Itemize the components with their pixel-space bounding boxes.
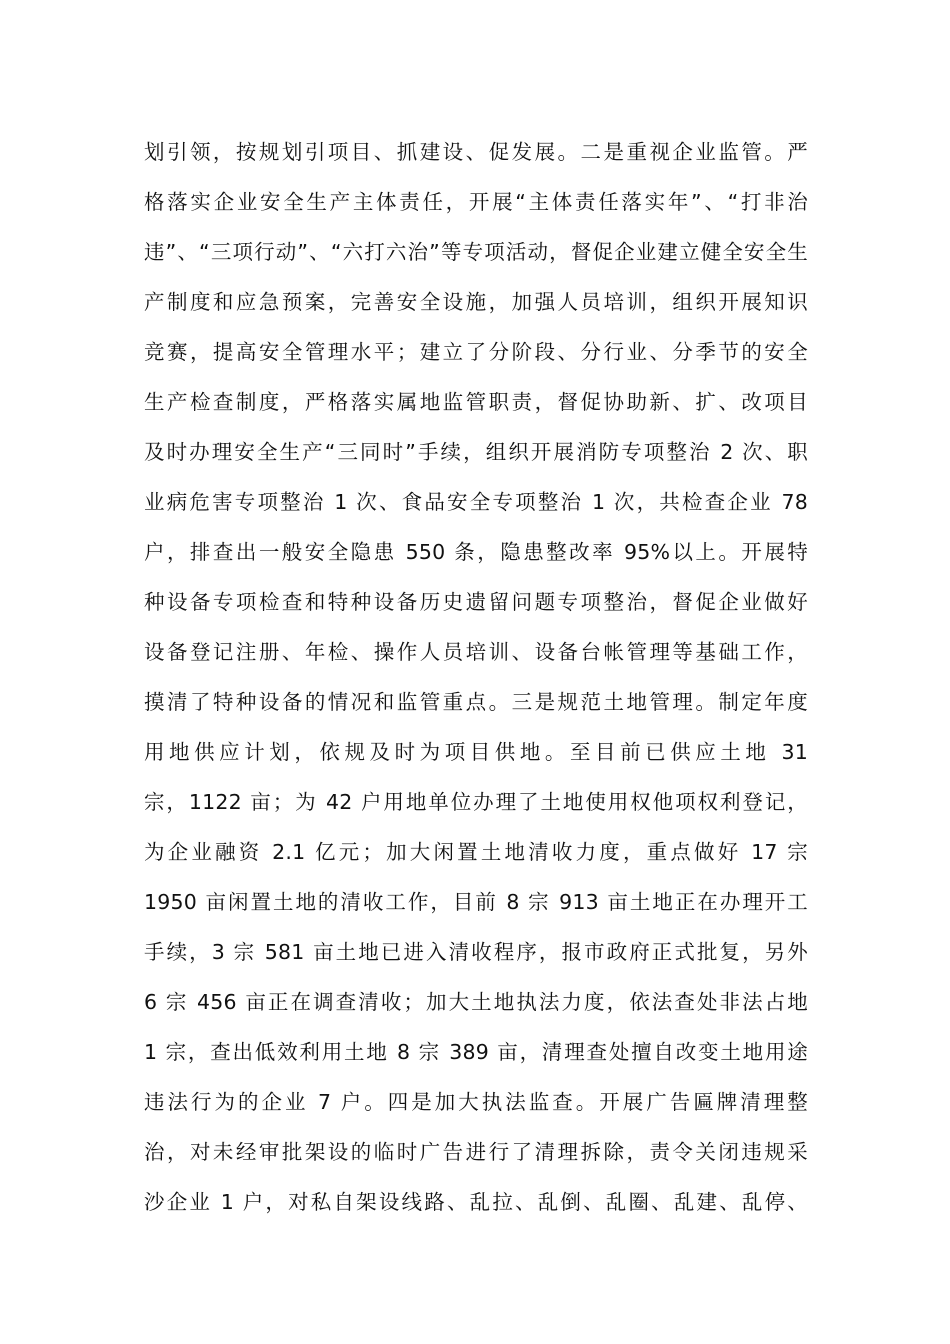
text-line: 格落实企业安全生产主体责任，开展“主体责任落实年”、“打非治 [144,190,808,214]
text-line: 沙企业 1 户，对私自架设线路、乱拉、乱倒、乱圈、乱建、乱停、 [144,1190,808,1214]
text-line: 生产检查制度，严格落实属地监管职责，督促协助新、扩、改项目 [144,390,808,414]
text-line: 种设备专项检查和特种设备历史遗留问题专项整治，督促企业做好 [144,590,808,614]
text-line: 1950 亩闲置土地的清收工作，目前 8 宗 913 亩土地正在办理开工 [144,890,808,914]
text-line: 用地供应计划，依规及时为项目供地。至目前已供应土地 31 [144,740,808,764]
text-line: 违法行为的企业 7 户。四是加大执法监查。开展广告匾牌清理整 [144,1090,808,1114]
text-line: 违”、“三项行动”、“六打六治”等专项活动，督促企业建立健全安全生 [144,240,808,264]
text-line: 为企业融资 2.1 亿元；加大闲置土地清收力度，重点做好 17 宗 [144,840,808,864]
text-line: 6 宗 456 亩正在调查清收；加大土地执法力度，依法查处非法占地 [144,990,808,1014]
text-line: 户，排查出一般安全隐患 550 条，隐患整改率 95%以上。开展特 [144,540,808,564]
text-line: 摸清了特种设备的情况和监管重点。三是规范土地管理。制定年度 [144,690,808,714]
text-line: 业病危害专项整治 1 次、食品安全专项整治 1 次，共检查企业 78 [144,490,808,514]
text-line: 宗，1122 亩；为 42 户用地单位办理了土地使用权他项权利登记， [144,790,808,814]
text-line: 1 宗，查出低效利用土地 8 宗 389 亩，清理查处擅自改变土地用途 [144,1040,808,1064]
body-paragraph [144,127,808,1227]
text-line: 竞赛，提高安全管理水平；建立了分阶段、分行业、分季节的安全 [144,340,808,364]
text-line: 产制度和应急预案，完善安全设施，加强人员培训，组织开展知识 [144,290,808,314]
text-line: 及时办理安全生产“三同时”手续，组织开展消防专项整治 2 次、职 [144,440,808,464]
text-line: 手续，3 宗 581 亩土地已进入清收程序，报市政府正式批复，另外 [144,940,808,964]
text-line: 划引领，按规划引项目、抓建设、促发展。二是重视企业监管。严 [144,140,808,164]
text-line: 治，对未经审批架设的临时广告进行了清理拆除，责令关闭违规采 [144,1140,808,1164]
text-line: 设备登记注册、年检、操作人员培训、设备台帐管理等基础工作， [144,640,808,664]
